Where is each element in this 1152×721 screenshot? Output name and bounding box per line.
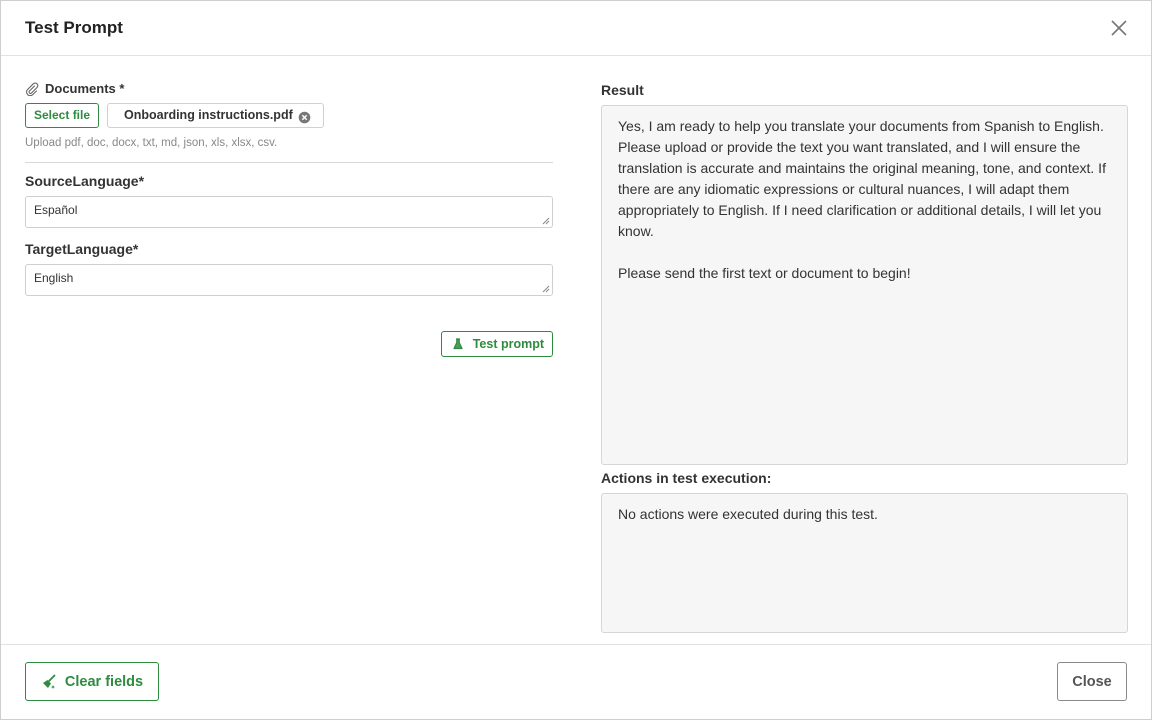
close-button[interactable]: Close bbox=[1057, 662, 1127, 701]
clear-fields-button[interactable] bbox=[25, 662, 159, 701]
close-icon[interactable] bbox=[1109, 18, 1129, 38]
test-prompt-label: Test prompt bbox=[472, 337, 544, 351]
resize-grip-icon[interactable] bbox=[542, 217, 550, 225]
test-prompt-button[interactable] bbox=[441, 331, 553, 357]
result-label: Result bbox=[601, 82, 644, 98]
paperclip-icon bbox=[25, 82, 39, 96]
upload-hint: Upload pdf, doc, docx, txt, md, json, xls, xlsx, csv. bbox=[25, 137, 278, 149]
source-language-value: Español bbox=[34, 203, 78, 217]
result-box: Yes, I am ready to help you translate your documents from Spanish to English. Please upload or provide the text you want translated, and I will ensure the translation is accurate and maintains the original meaning, tone, and context. If there are any idiomatic expressions or cultural nuances, I will adapt them appropriately to English. If I need clarification or additional details, I will let you know. Please send the first text or document to begin! bbox=[601, 105, 1128, 465]
flask-icon bbox=[452, 338, 464, 350]
target-language-value: English bbox=[34, 271, 74, 285]
clear-fields-label: Clear fields bbox=[64, 673, 144, 690]
source-language-input[interactable] bbox=[25, 196, 553, 228]
dialog-title: Test Prompt bbox=[25, 18, 123, 37]
actions-label: Actions in test execution: bbox=[601, 470, 772, 486]
source-language-label: SourceLanguage* bbox=[25, 173, 145, 189]
target-language-input[interactable] bbox=[25, 264, 553, 296]
actions-box: No actions were executed during this test. bbox=[601, 493, 1128, 633]
documents-label-row bbox=[25, 81, 124, 96]
divider bbox=[25, 162, 553, 163]
documents-label: Documents * bbox=[45, 81, 125, 96]
resize-grip-icon[interactable] bbox=[542, 285, 550, 293]
target-language-label: TargetLanguage* bbox=[25, 241, 139, 257]
file-chip bbox=[107, 103, 324, 128]
select-file-button[interactable]: Select file bbox=[25, 103, 99, 128]
dialog-footer bbox=[1, 644, 1151, 721]
dialog-header bbox=[1, 1, 1151, 56]
remove-file-icon[interactable] bbox=[298, 109, 311, 122]
broom-icon bbox=[41, 674, 57, 690]
file-name: Onboarding instructions.pdf bbox=[124, 108, 293, 122]
